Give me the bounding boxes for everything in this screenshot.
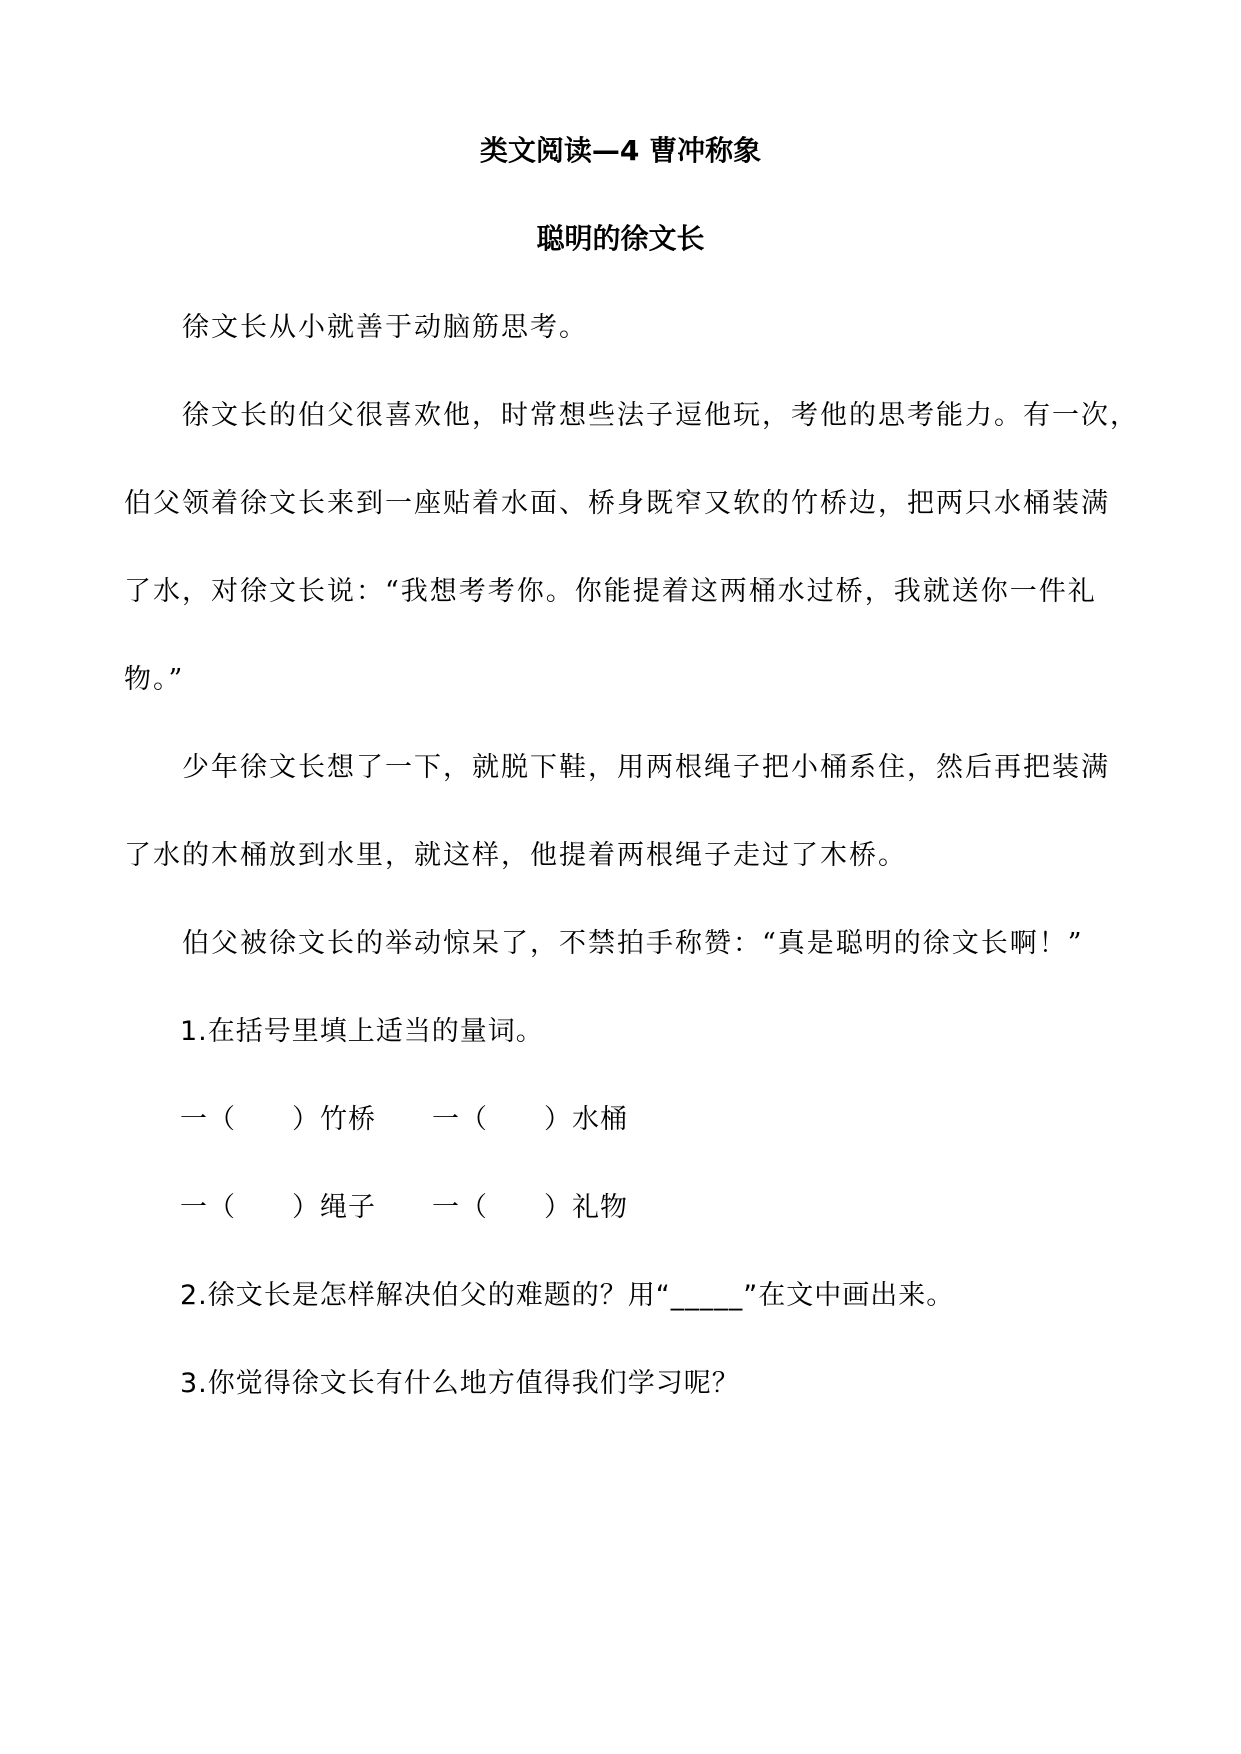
article-line-2: 徐文长的伯父很喜欢他，时常想些法子逗他玩，考他的思考能力。有一次，	[124, 400, 1139, 431]
question-3: 3.你觉得徐文长有什么地方值得我们学习呢？	[124, 1368, 740, 1399]
article-line-4: 了水，对徐文长说：“我想考考你。你能提着这两桶水过桥，我就送你一件礼	[124, 576, 1097, 607]
article-line-7: 了水的木桶放到水里，就这样，他提着两根绳子走过了木桥。	[124, 840, 907, 871]
article-line-5: 物。”	[124, 664, 185, 695]
document-title: 类文阅读—4 曹冲称象	[479, 134, 762, 167]
question-1: 1.在括号里填上适当的量词。	[124, 1016, 544, 1047]
question-1-row-1: 一（ ）竹桥 一（ ）水桶	[124, 1104, 628, 1135]
article-title: 聪明的徐文长	[536, 222, 705, 255]
article-line-6: 少年徐文长想了一下，就脱下鞋，用两根绳子把小桶系住，然后再把装满	[124, 752, 1110, 783]
question-1-row-2: 一（ ）绳子 一（ ）礼物	[124, 1192, 628, 1223]
article-line-3: 伯父领着徐文长来到一座贴着水面、桥身既窄又软的竹桥边，把两只水桶装满	[124, 488, 1110, 519]
question-2: 2.徐文长是怎样解决伯父的难题的？用“_____”在文中画出来。	[124, 1280, 955, 1311]
article-line-8: 伯父被徐文长的举动惊呆了，不禁拍手称赞：“真是聪明的徐文长啊！”	[124, 928, 1084, 959]
article-line-1: 徐文长从小就善于动脑筋思考。	[124, 312, 588, 343]
